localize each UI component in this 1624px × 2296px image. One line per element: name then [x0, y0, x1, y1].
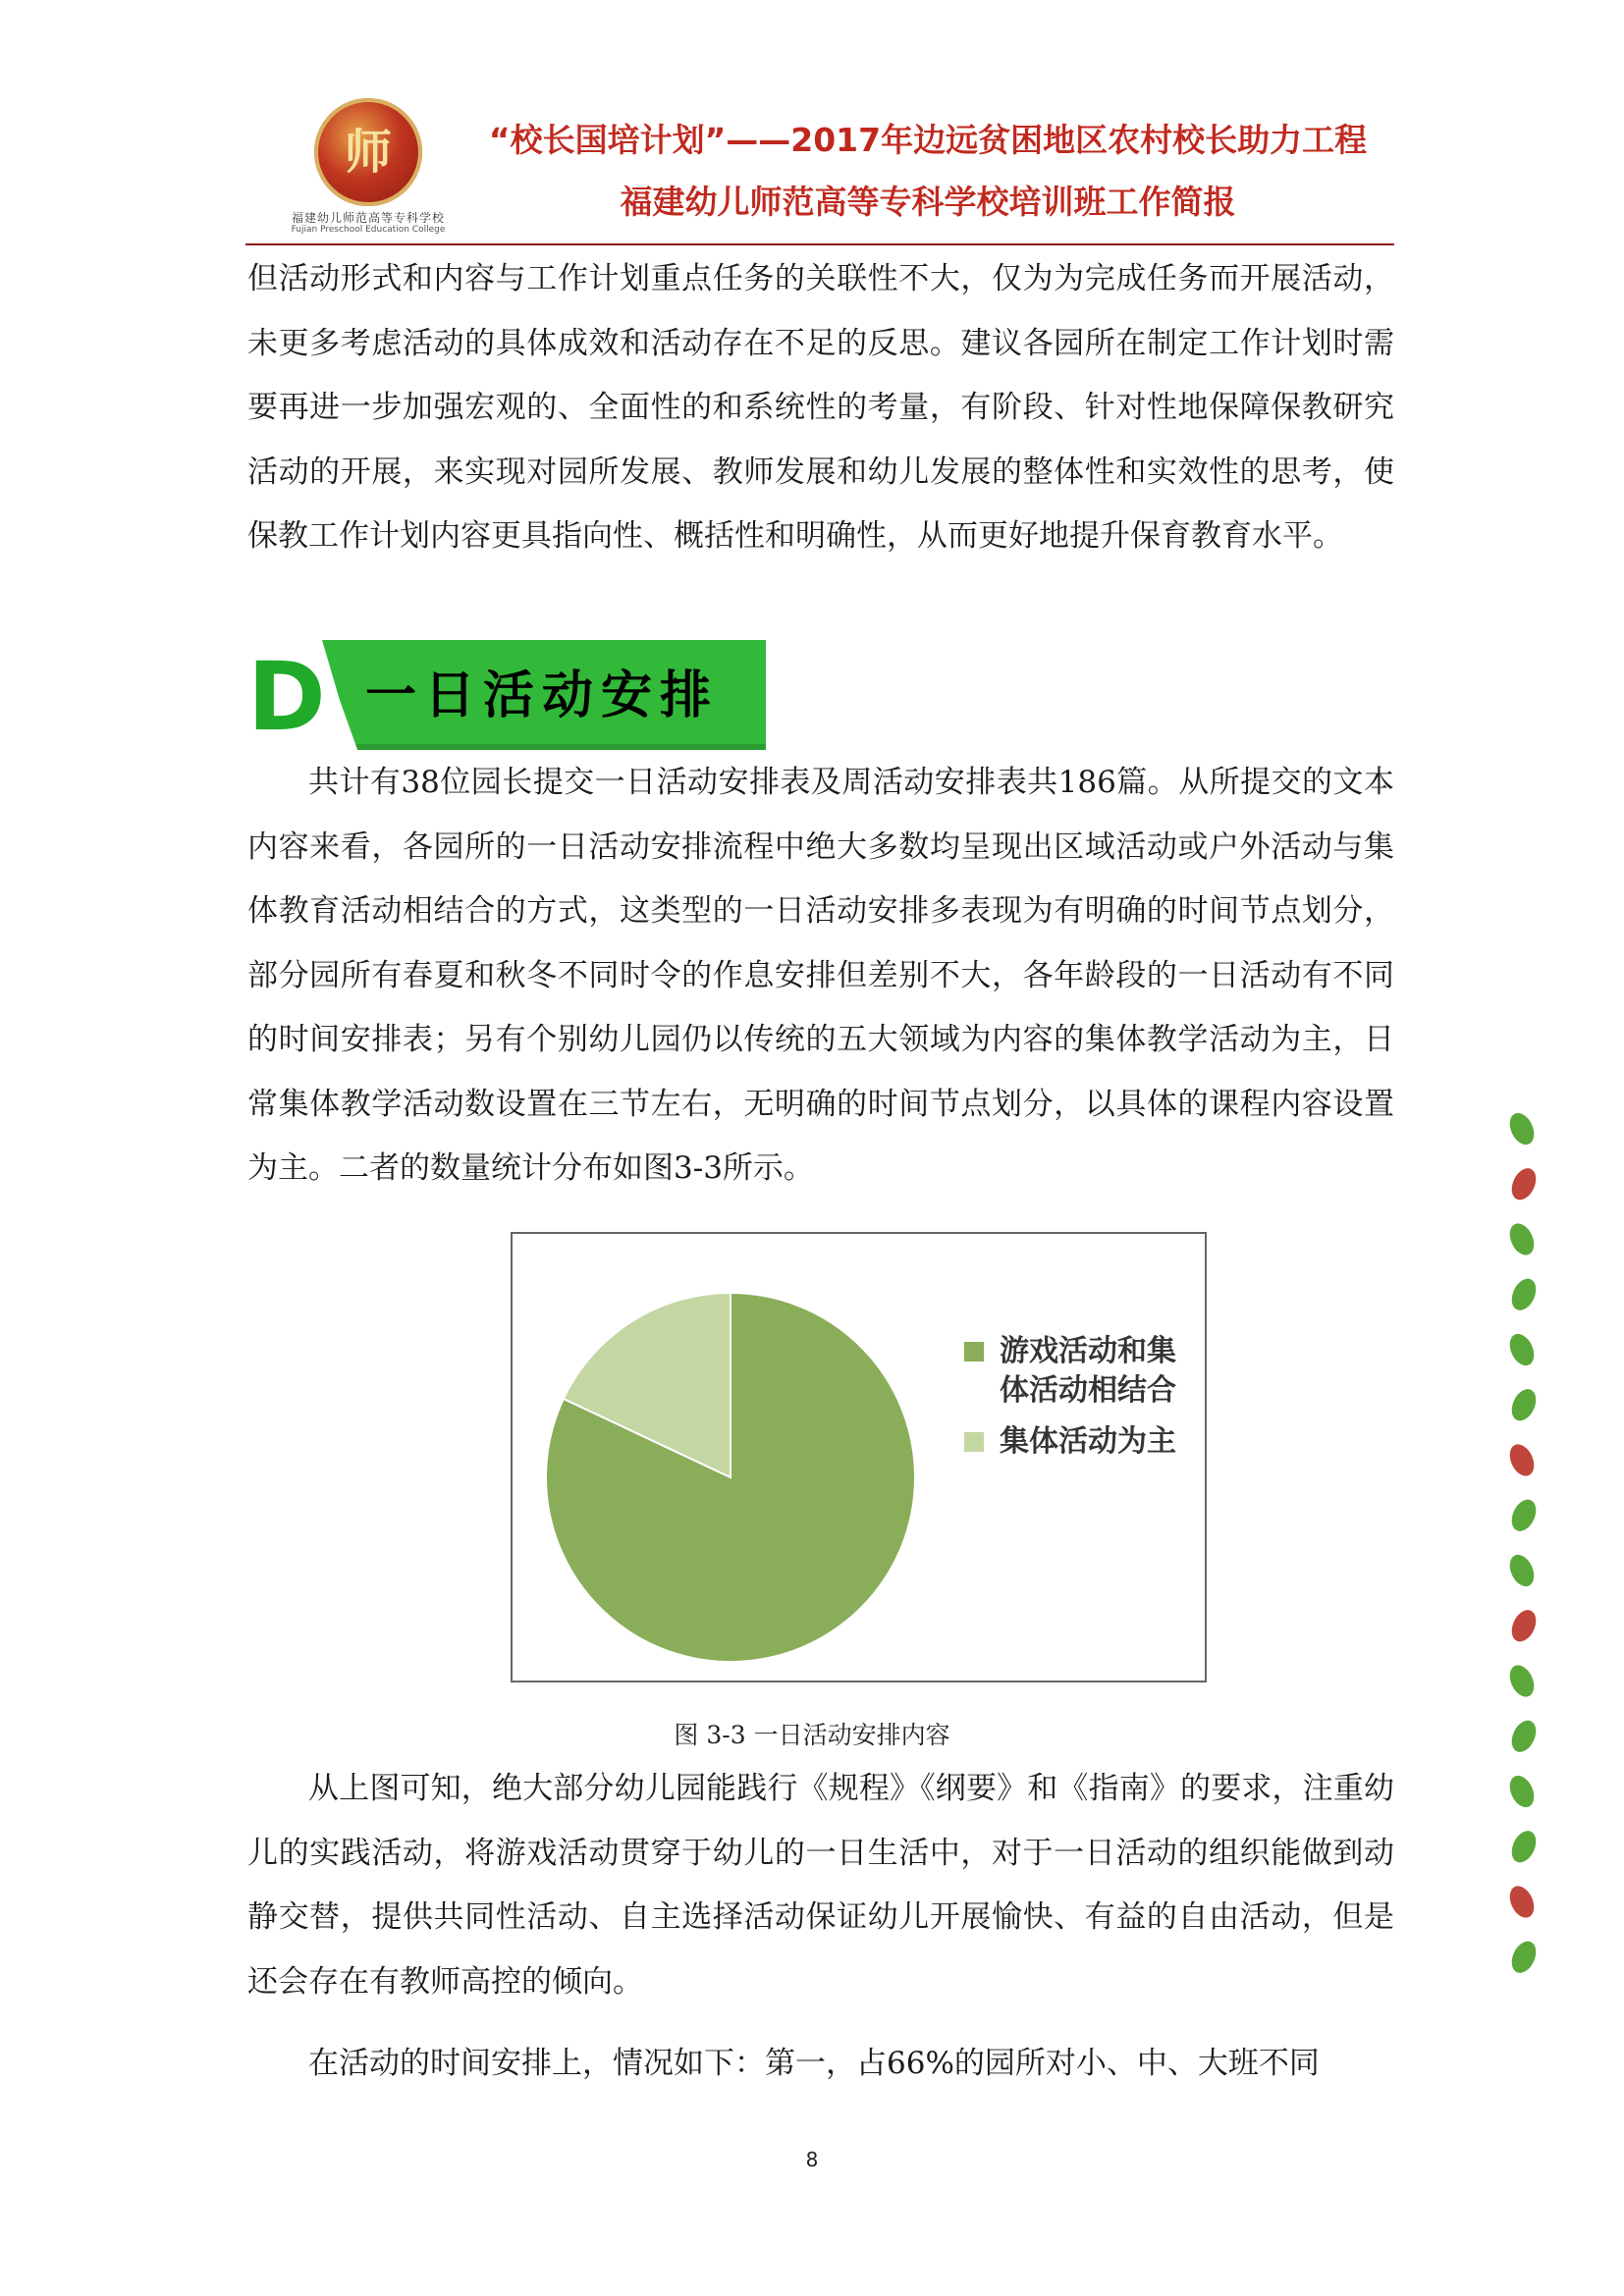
logo-monogram: 师: [344, 125, 392, 180]
leaf-icon: [1507, 1385, 1541, 1424]
leaf-icon: [1507, 1827, 1541, 1866]
leaf-icon: [1507, 1164, 1541, 1203]
leaf-icon: [1507, 1717, 1541, 1756]
leaf-vine-decoration: [1502, 1109, 1542, 1993]
section-letter: D: [247, 642, 326, 752]
school-logo: [285, 93, 452, 240]
legend-item-1: [964, 1332, 1190, 1411]
paragraph-4: 在活动的时间安排上，情况如下：第一，占66%的园所对小、中、大班不同: [308, 2046, 1320, 2081]
logo-chinese-name: 福建幼儿师范高等专科学校: [291, 211, 445, 225]
leaf-icon: [1505, 1219, 1539, 1258]
paragraph-2: 共计有38位园长提交一日活动安排表及周活动安排表共186篇。从所提交的文本内容来看，各园所的一日活动安排流程中绝大多数均呈现出区域活动或户外活动与集体教育活动相结合的方式，这类型的一日活动安排多表现为有明确的时间节点划分，部分园所有春夏和秋冬不同时令的作息安排但差别不大，各年龄段的一日活动有不同的时间安排表；另有个别幼儿园仍以传统的五大领域为内容的集体教学活动为主，日常集体教学活动数设置在三节左右，无明确的时间节点划分，以具体的课程内容设置为主。二者的数量统计分布如图3-3所示。: [247, 765, 1394, 1186]
legend-swatch-2: [964, 1432, 984, 1452]
legend-label-1: 游戏活动和集体活动相结合: [1000, 1334, 1176, 1408]
header-title-line2: 福建幼儿师范高等专科学校培训班工作简报: [620, 183, 1236, 221]
leaf-icon: [1505, 1551, 1539, 1590]
pie-chart-plot: [513, 1234, 945, 1681]
leaf-icon: [1507, 1496, 1541, 1535]
leaf-icon: [1505, 1661, 1539, 1700]
paragraph-1: 但活动形式和内容与工作计划重点任务的关联性不大，仅为为完成任务而开展活动，未更多考虑活动的具体成效和活动存在不足的反思。建议各园所在制定工作计划时需要再进一步加强宏观的、全面性的和系统性的考量，有阶段、针对性地保障保教研究活动的开展，来实现对园所发展、教师发展和幼儿发展的整体性和实效性的思考，使保教工作计划内容更具指向性、概括性和明确性，从而更好地提升保育教育水平。: [247, 261, 1394, 554]
leaf-icon: [1505, 1772, 1539, 1811]
paragraph-3: 从上图可知，绝大部分幼儿园能践行《规程》《纲要》和《指南》的要求，注重幼儿的实践活动，将游戏活动贯穿于幼儿的一日生活中，对于一日活动的组织能做到动静交替，提供共同性活动、自主选择活动保证幼儿开展愉快、有益的自由活动，但是还会存在有教师高控的倾向。: [247, 1771, 1394, 2000]
legend-swatch-1: [964, 1342, 984, 1362]
leaf-icon: [1505, 1330, 1539, 1369]
section-banner: [247, 640, 768, 756]
leaf-icon: [1505, 1440, 1539, 1479]
leaf-icon: [1505, 1882, 1539, 1921]
leaf-icon: [1507, 1938, 1541, 1977]
leaf-icon: [1505, 1109, 1539, 1148]
legend-item-2: [964, 1422, 1190, 1462]
legend-label-2: 集体活动为主: [1000, 1424, 1176, 1459]
pie-chart: [511, 1232, 1207, 1682]
figure-caption: 图 3-3 一日活动安排内容: [674, 1721, 950, 1749]
leaf-icon: [1507, 1606, 1541, 1645]
header-divider: [245, 243, 1394, 245]
logo-english-name: Fujian Preschool Education College: [291, 225, 446, 235]
chart-legend: [964, 1332, 1190, 1473]
page-number: 8: [805, 2148, 819, 2171]
section-title: 一日活动安排: [365, 667, 720, 725]
header-title-line1: “校长国培计划”——2017年边远贫困地区农村校长助力工程: [488, 121, 1368, 159]
leaf-icon: [1507, 1275, 1541, 1314]
page-header: [245, 93, 1394, 240]
